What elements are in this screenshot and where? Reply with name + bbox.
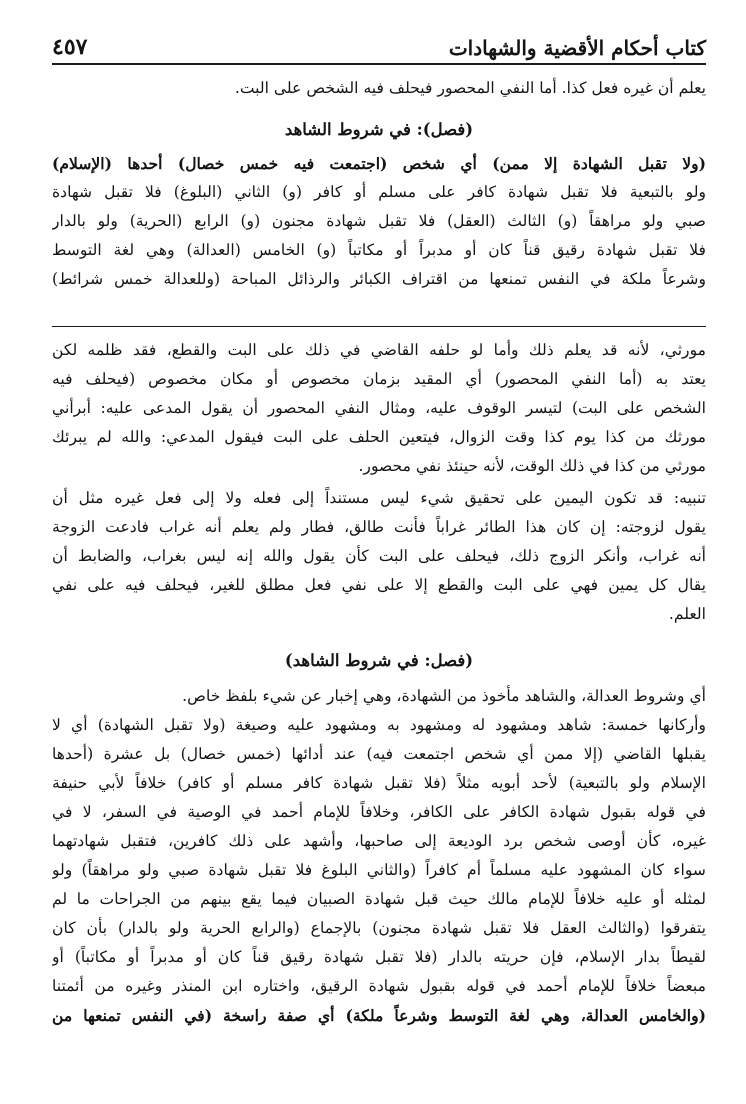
commentary-line: لمثله أو عليه خلافاً للإمام مالك حيث قبل شهادة الصبيان فيما يقع بينهم من الجراحات ما لم [52,890,706,908]
tanbih-line: يقول لزوجته: إن كان هذا الطائر غراباً فأنت طالق، فطار ولم يعلم أنه غراب فادعت الزوجة [52,518,706,536]
tanbih-line: العلم. [668,605,706,623]
tanbih-line: أنه غراب، وأنكر الزوج ذلك، فيحلف على البت كأن يقول والله إنه ليس بغراب، والضابط أن [52,547,706,565]
book-title: كتاب أحكام الأقضية والشهادات [448,36,706,60]
commentary-line: مورثي من كذا في ذلك الوقت، لأنه حينئذ نفي محصور. [358,457,706,475]
commentary-line: سواء كان المشهود عليه مسلماً أم كافراً (والثاني البلوغ فلا تقبل شهادة صبي ولو مراهقاً) ولو [52,861,706,879]
commentary-line: لقيطاً بدار الإسلام، فإن حريته بالدار (فلا تقبل شهادة رقيق قناً كان أو مدبراً أو مكاتباً) أو [52,948,706,966]
commentary-line: الإسلام ولو بالتبعية) لأحد أبويه مثلاً (فلا تقبل شهادة كافر مسلم أو كافر) خلافاً لأبي حنيفة [52,774,706,792]
commentary-line: الشخص على البت) لتيسر الوقوف عليه، ومثال النفي المحصور أن يقول المدعى عليه: أبرأني [52,399,706,417]
commentary-line: غيره، كأن أوصى شخص برد الوديعة إلى صاحبها، وأشهد على ذلك كافرين، فتقبل شهادتهما [52,832,706,850]
commentary-line: في قوله بقبول شهادة الكافر على الكافر، وخلافاً للإمام أحمد في الوصية في السفر، لا في [52,803,706,821]
matn-line: فلا تقبل شهادة رقيق قناً كان أو مدبراً أو مكاتباً (و) الخامس (العدالة) وهي لغة التوسط [52,241,706,259]
commentary-line: مورثك من كذا يوم كذا وقت الزوال، فيتعين الحلف على البت فيقول المدعي: والله لم يبرئك [52,428,706,446]
matn-commentary-divider [52,326,706,327]
page-header [52,28,706,60]
commentary-block-1 [52,336,706,481]
tanbih-block [52,484,706,629]
commentary-line: أي وشروط العدالة، والشاهد مأخوذ من الشهادة، وهي إخبار عن شيء بلفظ خاص. [182,687,706,705]
matn-line: ولو بالتبعية فلا تقبل شهادة كافر على مسلم أو كافر (و) الثاني (البلوغ) فلا تقبل شهادة [52,183,706,201]
tanbih-line: يقال كل يمين فهي على البت والقطع إلا على نفي فعل مطلق للغير، فيحلف فيه على نفي [52,576,706,594]
matn-line: وشرعاً ملكة في النفس تمنعها من اقتراف الكبائر والرذائل المباحة (وللعدالة خمس شرائط) [52,270,706,288]
matn-heading: (فصل): في شروط الشاهد [284,120,474,139]
header-rule [52,63,706,65]
commentary-line: مبعضاً خلافاً للإمام أحمد في قوله بقبول شهادة الرقيق، واختاره ابن المنذر وغيره من أئمتنا [52,977,706,995]
matn-line: صبي ولو مراهقاً (و) الثالث (العقل) فلا تقبل شهادة مجنون (و) الرابع (الحرية) ولو بالدار [52,212,706,230]
matn-block [52,74,706,294]
commentary-line: يقبلها القاضي (إلا ممن أي شخص اجتمعت فيه) عند أدائها (خمس خصال) بل عشرة (أحدها [52,745,706,763]
commentary-heading: (فصل: في شروط الشاهد) [284,651,474,670]
commentary-block-2 [52,646,706,1030]
commentary-line: وأركانها خمسة: شاهد ومشهود له ومشهود به ومشهود عليه وصيغة (ولا تقبل الشهادة) أي لا [52,716,706,734]
matn-line: (ولا تقبل الشهادة إلا ممن) أي شخص (اجتمعت فيه خمس خصال) أحدها (الإسلام) [52,154,706,173]
page-number: ٤٥٧ [52,34,88,60]
matn-opening-line: يعلم أن غيره فعل كذا. أما النفي المحصور فيحلف فيه الشخص على البت. [234,79,706,97]
tanbih-line: تنبيه: قد تكون اليمين على تحقيق شيء ليس مستنداً إلى فعله ولا إلى فعل غيره مثل أن [52,489,706,507]
commentary-line: يعتد به (أما النفي المحصور) أي المقيد بزمان مخصوص أو مكان مخصوص (فيحلف فيه [52,370,706,388]
commentary-line: (والخامس العدالة، وهي لغة التوسط وشرعاً ملكة) أي صفة راسخة (في النفس تمنعها من [52,1006,706,1025]
commentary-line: مورثي، لأنه قد يعلم ذلك وأما لو حلفه القاضي في ذلك على البت والقطع، فقد ظلمه لكن [52,341,706,359]
commentary-line: يتفرقوا (والثالث العقل فلا تقبل شهادة مجنون) بالإجماع (والرابع الحرية ولو بالدار) بأن كان [52,919,706,937]
